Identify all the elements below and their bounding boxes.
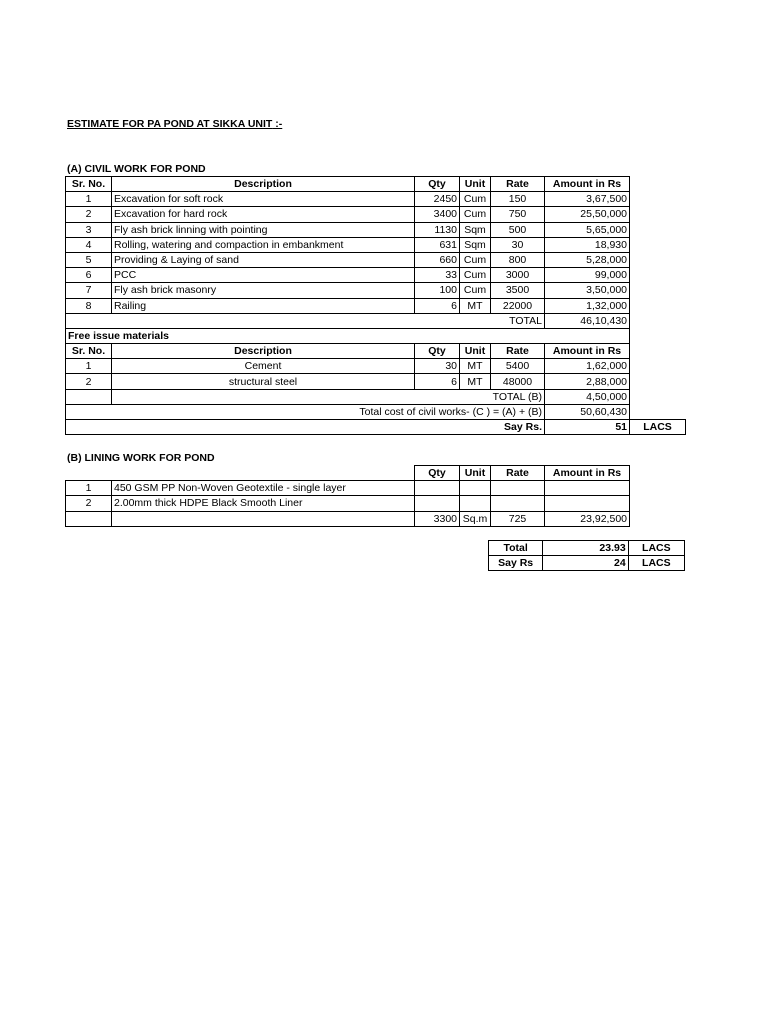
summary-total-label: Total [489,541,543,556]
cell-amount: 18,930 [545,237,630,252]
table-row [66,374,686,389]
page-title: ESTIMATE FOR PA POND AT SIKKA UNIT :- [67,118,283,130]
header-unit: Unit [460,177,491,192]
summary-say-unit: LACS [628,556,684,571]
cell-amount: 3,50,000 [545,283,630,298]
summary-say-row [489,556,685,571]
cell-qty: 3400 [415,207,460,222]
total-value: 46,10,430 [545,313,630,328]
total-b-label: TOTAL (B) [112,389,545,404]
cell-qty: 100 [415,283,460,298]
cell-unit: Cum [460,252,491,267]
table-row [66,283,686,298]
cell-description: Providing & Laying of sand [112,252,415,267]
cell-unit: Cum [460,192,491,207]
cell-rate: 3000 [491,268,545,283]
header-rate: Rate [491,177,545,192]
table-row [66,207,686,222]
table-row [66,192,686,207]
header-description: Description [112,177,415,192]
cell-rate: 500 [491,222,545,237]
summary-total-value: 23.93 [543,541,628,556]
cell-qty: 631 [415,237,460,252]
cell-description: PCC [112,268,415,283]
cell-rate: 5400 [491,359,545,374]
cell-amount: 5,28,000 [545,252,630,267]
cell-amount: 5,65,000 [545,222,630,237]
free-issue-label: Free issue materials [66,328,630,343]
lining-work-table [65,465,630,527]
table-row [66,222,686,237]
header-sr-no: Sr. No. [66,177,112,192]
table-row [66,268,686,283]
cell-unit: Sqm [460,222,491,237]
cell-qty: 30 [415,359,460,374]
cell-description: structural steel [112,374,415,389]
cell-qty: 33 [415,268,460,283]
cell-sr-no: 8 [66,298,112,313]
cell-amount: 23,92,500 [545,511,630,526]
cell-unit: MT [460,374,491,389]
cell-sr-no: 7 [66,283,112,298]
cell-amount: 3,67,500 [545,192,630,207]
cell-description: 2.00mm thick HDPE Black Smooth Liner [112,496,415,511]
header-description: Description [112,344,415,359]
header-amount: Amount in Rs [545,177,630,192]
cell-unit: Cum [460,268,491,283]
civil-work-table [65,176,686,435]
cell-rate: 750 [491,207,545,222]
summary-table [488,540,685,571]
cell-qty: 3300 [415,511,460,526]
cell-unit: Cum [460,207,491,222]
cell-unit: MT [460,359,491,374]
cell-description: Fly ash brick masonry [112,283,415,298]
table-row [66,252,686,267]
civil-total-value: 50,60,430 [545,404,630,419]
cell-description: Rolling, watering and compaction in embankment [112,237,415,252]
cell-rate: 800 [491,252,545,267]
header-rate: Rate [491,344,545,359]
cell-description: Railing [112,298,415,313]
cell-sr-no: 2 [66,374,112,389]
section-a-label: (A) CIVIL WORK FOR POND [67,163,206,175]
cell-amount: 1,62,000 [545,359,630,374]
cell-sr-no: 4 [66,237,112,252]
header-amount: Amount in Rs [545,466,630,481]
cell-sr-no: 1 [66,481,112,496]
header-qty: Qty [415,177,460,192]
cell-unit: Sqm [460,237,491,252]
total-b-row [66,389,686,404]
summary-total-unit: LACS [628,541,684,556]
summary-say-label: Say Rs [489,556,543,571]
cell-unit: Sq.m [460,511,491,526]
cell-qty: 6 [415,374,460,389]
civil-total-row [66,404,686,419]
summary-say-value: 24 [543,556,628,571]
cell-sr-no: 2 [66,207,112,222]
cell-rate: 30 [491,237,545,252]
cell-unit: MT [460,298,491,313]
header-sr-no: Sr. No. [66,344,112,359]
cell-sr-no: 1 [66,359,112,374]
table-row [66,359,686,374]
table-row [66,237,686,252]
cell-rate: 150 [491,192,545,207]
table-row [66,298,686,313]
say-label: Say Rs. [66,420,545,435]
cell-qty: 6 [415,298,460,313]
say-value: 51 [545,420,630,435]
total-label: TOTAL [66,313,545,328]
summary-total-row [489,541,685,556]
cell-description: Excavation for soft rock [112,192,415,207]
total-row [66,313,686,328]
cell-qty: 2450 [415,192,460,207]
header-qty: Qty [415,466,460,481]
header-amount: Amount in Rs [545,344,630,359]
cell-qty: 1130 [415,222,460,237]
table-header-row [66,344,686,359]
header-unit: Unit [460,344,491,359]
cell-amount: 25,50,000 [545,207,630,222]
cell-description: Fly ash brick linning with pointing [112,222,415,237]
say-row [66,420,686,435]
cell-amount: 2,88,000 [545,374,630,389]
cell-description: 450 GSM PP Non-Woven Geotextile - single layer [112,481,415,496]
civil-total-label: Total cost of civil works- (C ) = (A) + (B) [66,404,545,419]
header-unit: Unit [460,466,491,481]
cell-sr-no: 6 [66,268,112,283]
cell-sr-no: 3 [66,222,112,237]
table-header-row [66,177,686,192]
cell-sr-no: 5 [66,252,112,267]
total-b-value: 4,50,000 [545,389,630,404]
table-row [66,496,630,511]
table-row [66,511,630,526]
header-qty: Qty [415,344,460,359]
say-unit: LACS [630,420,686,435]
cell-description: Cement [112,359,415,374]
cell-amount: 1,32,000 [545,298,630,313]
cell-sr-no: 2 [66,496,112,511]
cell-unit: Cum [460,283,491,298]
cell-rate: 22000 [491,298,545,313]
cell-rate: 725 [491,511,545,526]
cell-rate: 48000 [491,374,545,389]
header-rate: Rate [491,466,545,481]
cell-amount: 99,000 [545,268,630,283]
free-issue-label-row [66,328,686,343]
cell-qty: 660 [415,252,460,267]
section-b-label: (B) LINING WORK FOR POND [67,452,215,464]
table-row [66,481,630,496]
cell-rate: 3500 [491,283,545,298]
cell-description: Excavation for hard rock [112,207,415,222]
table-header-row [66,466,630,481]
cell-sr-no: 1 [66,192,112,207]
